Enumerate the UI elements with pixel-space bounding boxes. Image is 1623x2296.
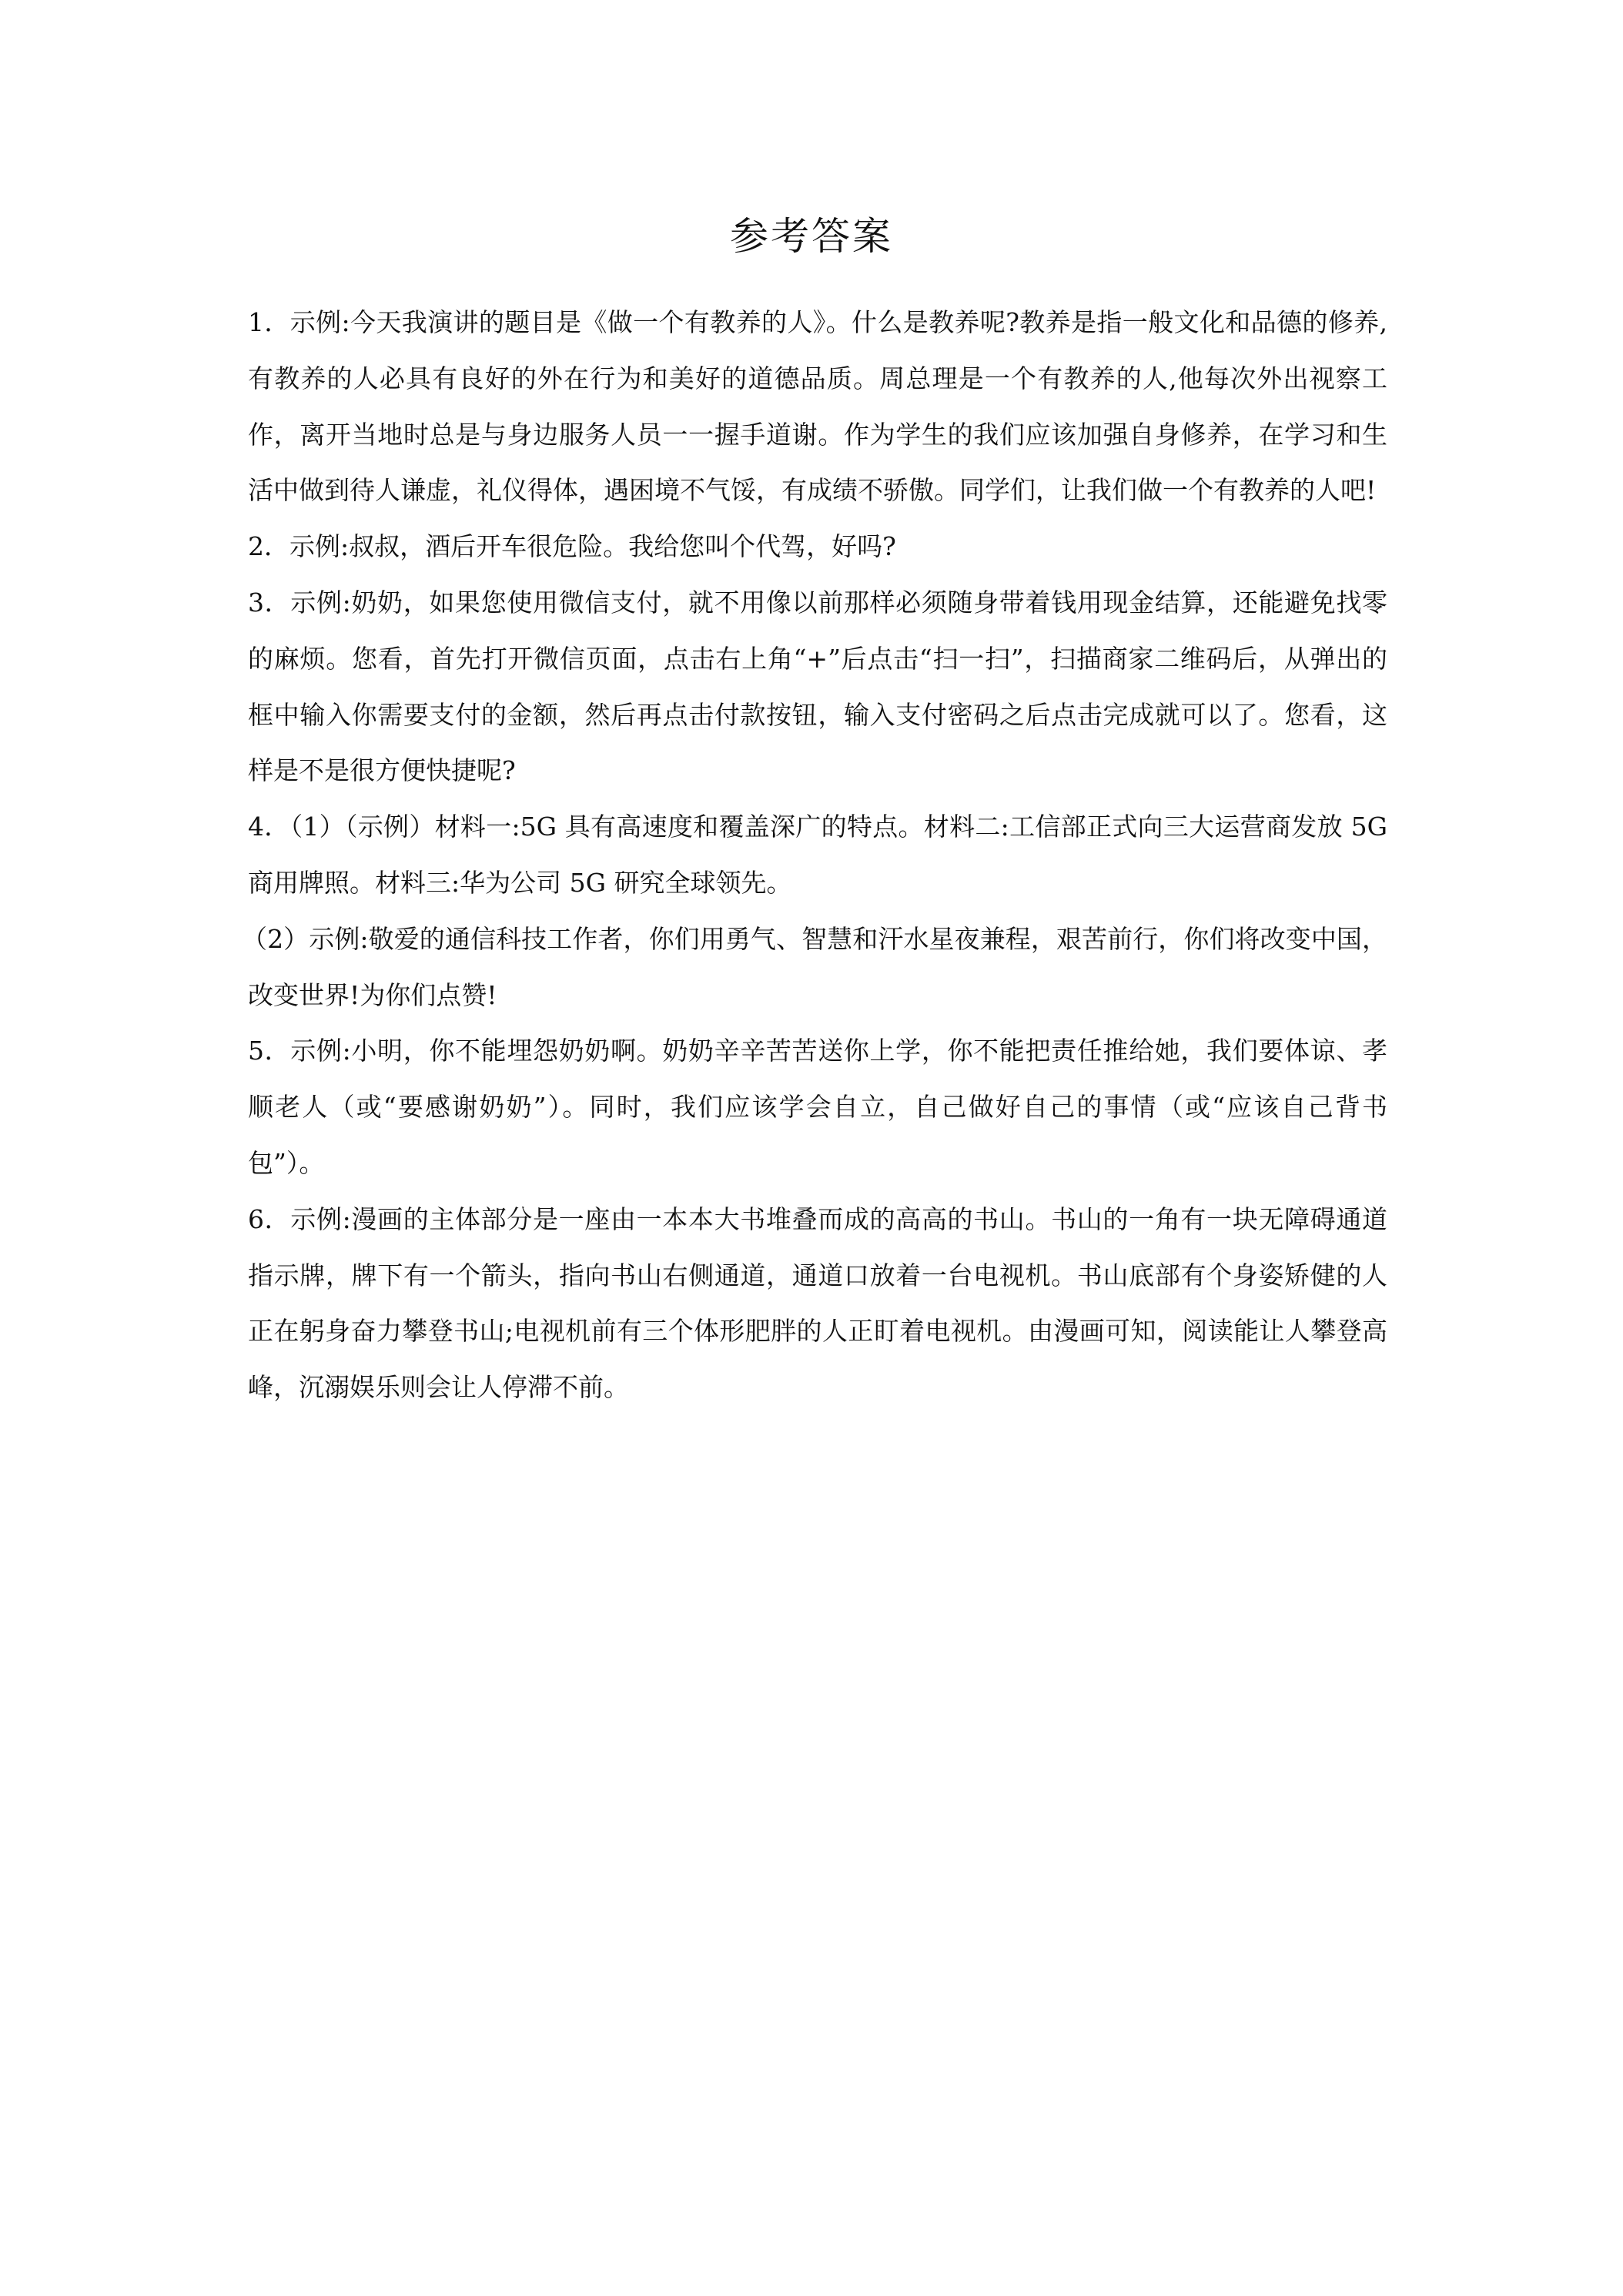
answer-list <box>242 295 1387 1416</box>
answer-3: 3．示例:奶奶，如果您使用微信支付，就不用像以前那样必须随身带着钱用现金结算，还能避免找零的麻烦。您看，首先打开微信页面，点击右上角“+”后点击“扫一扫”，扫描商家二维码后，从弹出的框中输入你需要支付的金额，然后再点击付款按钮，输入支付密码之后点击完成就可以了。您看，这样是不是很方便快捷呢? <box>248 587 1387 786</box>
page-title: 参考答案 <box>730 214 893 259</box>
answer-4-part-1: 4．（1）（示例）材料一:5G 具有高速度和覆盖深广的特点。材料二:工信部正式向三大运营商发放 5G 商用牌照。材料三:华为公司 5G 研究全球领先。 <box>248 812 1387 898</box>
answer-1: 1．示例:今天我演讲的题目是《做一个有教养的人》。什么是教养呢?教养是指一般文化和品德的修养,有教养的人必具有良好的外在行为和美好的道德品质。周总理是一个有教养的人,他每次外出视察工作，离开当地时总是与身边服务人员一一握手道谢。作为学生的我们应该加强自身修养，在学习和生活中做到待人谦虚，礼仪得体，遇困境不气馁，有成绩不骄傲。同学们，让我们做一个有教养的人吧! <box>248 307 1387 506</box>
answer-6: 6．示例:漫画的主体部分是一座由一本本大书堆叠而成的高高的书山。书山的一角有一块无障碍通道指示牌，牌下有一个箭头，指向书山右侧通道，通道口放着一台电视机。书山底部有个身姿矫健的人正在躬身奋力攀登书山;电视机前有三个体形肥胖的人正盯着电视机。由漫画可知，阅读能让人攀登高峰，沉溺娱乐则会让人停滞不前。 <box>248 1203 1387 1403</box>
answer-5: 5．示例:小明，你不能埋怨奶奶啊。奶奶辛辛苦苦送你上学，你不能把责任推给她，我们要体谅、孝顺老人（或“要感谢奶奶”）。同时，我们应该学会自立，自己做好自己的事情（或“应该自己背书包”）。 <box>248 1036 1387 1178</box>
answer-4-part-2: （2）示例:敬爱的通信科技工作者，你们用勇气、智慧和汗水星夜兼程，艰苦前行，你们将改变中国，改变世界!为你们点赞! <box>242 923 1387 1010</box>
answer-2: 2．示例:叔叔，酒后开车很危险。我给您叫个代驾，好吗? <box>248 531 896 562</box>
